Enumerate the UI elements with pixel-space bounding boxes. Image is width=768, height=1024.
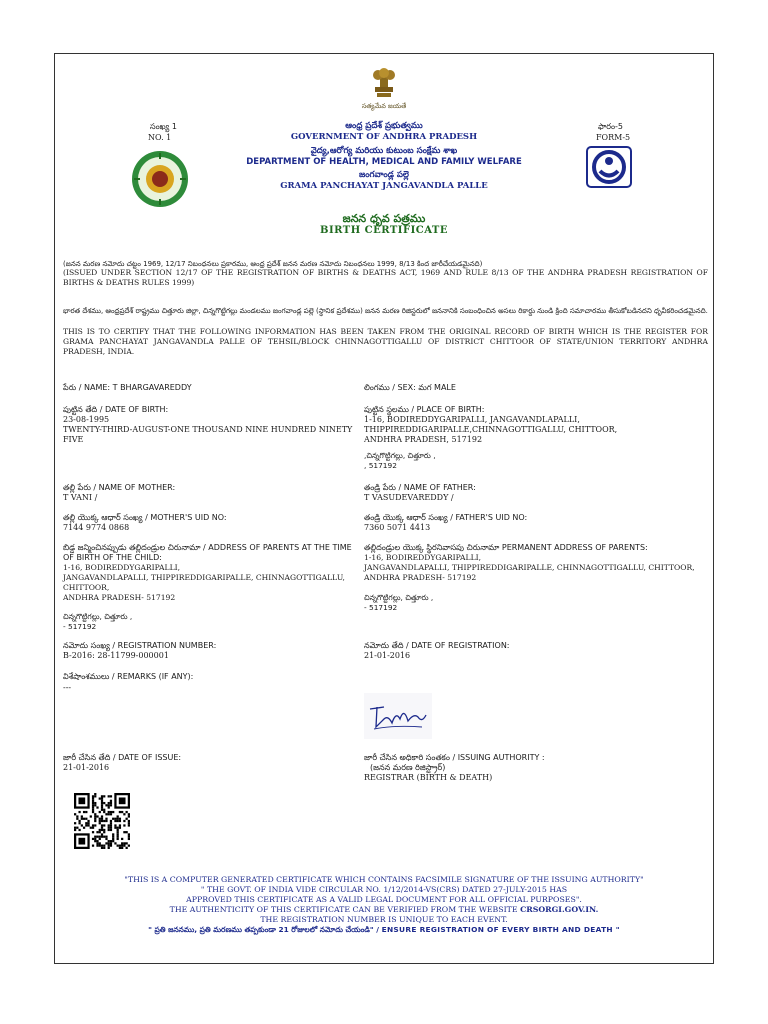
- father-uid-value: 7360 5071 4413: [364, 523, 431, 532]
- emblem-motto: సత్యమేవ జయతే: [361, 102, 407, 110]
- place-of-birth-value-te: ,చిన్నగొట్టిగల్లు, చిత్తూరు , , 517192: [364, 451, 436, 470]
- dept-title: DEPARTMENT OF HEALTH, MEDICAL AND FAMILY WELFARE: [246, 157, 522, 167]
- registration-number-label: నమోదు సంఖ్య / REGISTRATION NUMBER:: [63, 641, 217, 650]
- address-at-birth-label: బిడ్డ జన్మించినప్పుడు తల్లిదండ్రుల చిరునామా / ADDRESS OF PARENTS AT THE TIME OF BIRTH OF THE CHILD:: [63, 543, 352, 562]
- dept-title-te: వైద్య,ఆరోగ్య మరియు కుటుంబ సంక్షేమ శాఖ: [310, 146, 458, 156]
- place-of-birth-label: పుట్టిన స్థలము / PLACE OF BIRTH:: [364, 405, 485, 414]
- mother-name-label: తల్లి పేరు / NAME OF MOTHER:: [63, 483, 176, 492]
- place-of-birth-value: 1-16, BODIREDDYGARIPALLI, JANGAVANDLAPALLI, THIPPIREDDIGARIPALLE,CHINNAGOTTIGALLU, CHITTOOR, ANDHRA PRADESH, 517192: [364, 415, 618, 444]
- issue-date-value: 21-01-2016: [63, 763, 110, 772]
- name-field: పేరు / NAME: T BHARGAVAREDDY: [63, 383, 192, 392]
- issuing-authority-value: REGISTRAR (BIRTH & DEATH): [364, 773, 493, 782]
- form-label: FORM-5: [596, 133, 631, 142]
- place-title: GRAMA PANCHAYAT JANGAVANDLA PALLE: [280, 181, 488, 191]
- birth-registration-logo: [586, 146, 632, 188]
- govt-title: GOVERNMENT OF ANDHRA PRADESH: [290, 132, 478, 142]
- form-label-te: ఫారం-5: [598, 122, 624, 131]
- permanent-address-label: తల్లిదండ్రుల యొక్క స్థిరనివాసపు చిరునామా PERMANENT ADDRESS OF PARENTS:: [364, 543, 648, 552]
- ap-government-logo: [131, 150, 189, 208]
- serial-label: NO. 1: [148, 133, 172, 142]
- footer-line-5: THE REGISTRATION NUMBER IS UNIQUE TO EACH EVENT.: [260, 915, 508, 924]
- mother-uid-value: 7144 9774 0868: [63, 523, 130, 532]
- permanent-address-value-te: చిన్నగొట్టిగల్లు, చిత్తూరు , - 517192: [364, 593, 434, 612]
- registration-date-label: నమోదు తేది / DATE OF REGISTRATION:: [364, 641, 510, 650]
- certify-text: THIS IS TO CERTIFY THAT THE FOLLOWING INFORMATION HAS BEEN TAKEN FROM THE ORIGINAL RECORD OF BIRTH WHICH IS THE REGISTER FOR GRAMA PANCHAYAT JANGAVANDLA PALLE OF TEHSIL/BLOCK CHINNAGOTTIGALLU OF DISTRICT CHITTOOR OF STATE/UNION TERRITORY ANDHRA PRADESH, INDIA.: [63, 327, 708, 356]
- govt-title-te: ఆంధ్ర ప్రదేశ్ ప్రభుత్వము: [345, 121, 423, 131]
- sex-field: లింగము / SEX: మగ MALE: [364, 383, 456, 392]
- national-emblem-icon: [367, 66, 401, 100]
- serial-label-te: సంఖ్య 1: [150, 122, 177, 131]
- issuing-authority-te: (జనన మరణ రిజిస్ట్రార్): [370, 763, 446, 772]
- footer-line-2: " THE GOVT. OF INDIA VIDE CIRCULAR NO. 1/12/2014-VS(CRS) DATED 27-JULY-2015 HAS: [200, 885, 568, 894]
- dob-value: 23-08-1995 TWENTY-THIRD-AUGUST-ONE THOUSAND NINE HUNDRED NINETY FIVE: [63, 415, 353, 444]
- place-te: జంగవాండ్ల పల్లె: [359, 170, 409, 180]
- address-at-birth-value-te: చిన్నగొట్టిగల్లు, చిత్తూరు , - 517192: [63, 612, 133, 631]
- remarks-value: ---: [63, 683, 72, 692]
- certificate-title-te: జనన ధృవ పత్రము: [342, 212, 426, 225]
- footer-line-4: [60, 905, 708, 915]
- issued-under: (ISSUED UNDER SECTION 12/17 OF THE REGISTRATION OF BIRTHS & DEATHS ACT, 1969 AND RULE 8/13 OF THE ANDHRA PRADESH REGISTRATION OF BIRTHS & DEATHS RULES 1999): [63, 268, 708, 287]
- registration-date-value: 21-01-2016: [364, 651, 411, 660]
- footer-line-3: APPROVED THIS CERTIFICATE AS A VALID LEGAL DOCUMENT FOR ALL OFFICIAL PURPOSES".: [186, 895, 582, 904]
- remarks-label: విశేషాంశములు / REMARKS (IF ANY):: [63, 672, 194, 681]
- footer-website: CRSORGI.GOV.IN.: [520, 905, 599, 914]
- mother-uid-label: తల్లి యొక్క ఆధార్ సంఖ్య / MOTHER'S UID NO:: [63, 513, 227, 522]
- dob-label: పుట్టిన తేది / DATE OF BIRTH:: [63, 405, 169, 414]
- footer-line-1: "THIS IS A COMPUTER GENERATED CERTIFICATE WHICH CONTAINS FACSIMILE SIGNATURE OF THE ISSUING AUTHORITY": [124, 875, 644, 884]
- father-name-label: తండ్రి పేరు / NAME OF FATHER:: [364, 483, 476, 492]
- qr-code: [74, 793, 130, 849]
- certify-te: భారత దేశము, ఆంధ్రప్రదేశ్ రాష్ట్రము చిత్తూరు జిల్లా, చిన్నగొట్టిగల్లు మండలము జంగవాండ్ల పల్లె (స్థానిక ప్రదేశము) జనన మరణ రిజిస్టరులో జననానికి సంబంధించిన అసలు రికార్డు నుండి క్రింది సమాచారము తీసుకోబడినదని ధృవీకరించడమైనది.: [63, 307, 708, 315]
- issued-under-te: (జనన మరణ నమోదు చట్టం 1969, 12/17 నిబంధనలు ప్రకారము, ఆంధ్ర ప్రదేశ్ జనన మరణ నమోదు నిబంధనలు 1999, 8/13 కింద జారీచేయడమైనది): [63, 260, 483, 268]
- father-uid-label: తండ్రి యొక్క ఆధార్ సంఖ్య / FATHER'S UID NO:: [364, 513, 528, 522]
- footer-slogan-te: " ప్రతి జననము, ప్రతి మరణము తప్పకుండా 21 రోజులలో నమోదు చేయండి" /: [148, 925, 380, 934]
- footer-verify-text: THE AUTHENTICITY OF THIS CERTIFICATE CAN BE VERIFIED FROM THE WEBSITE: [169, 905, 521, 914]
- father-name-value: T VASUDEVAREDDY /: [364, 493, 454, 502]
- mother-name-value: T VANI /: [63, 493, 98, 502]
- certificate-title: BIRTH CERTIFICATE: [320, 225, 448, 236]
- address-at-birth-value: 1-16, BODIREDDYGARIPALLI, JANGAVANDLAPALLI, THIPPIREDDIGARIPALLE, CHINNAGOTTIGALLU, CHITTOOR, ANDHRA PRADESH- 517192: [63, 563, 345, 602]
- issuing-authority-label: జారీ చేసిన అధికారి సంతకం / ISSUING AUTHORITY :: [364, 753, 545, 762]
- issue-date-label: జారీ చేసిన తేది / DATE OF ISSUE:: [63, 753, 182, 762]
- footer-line-6: [60, 925, 708, 935]
- registration-number-value: B-2016: 28-11799-000001: [63, 651, 169, 660]
- permanent-address-value: 1-16, BODIREDDYGARIPALLI, JANGAVANDLAPALLI, THIPPIREDDIGARIPALLE, CHINNAGOTTIGALLU, CHITTOOR, ANDHRA PRADESH- 517192: [364, 553, 695, 582]
- footer-slogan: ENSURE REGISTRATION OF EVERY BIRTH AND DEATH ": [381, 925, 620, 934]
- signature-image: [364, 693, 432, 739]
